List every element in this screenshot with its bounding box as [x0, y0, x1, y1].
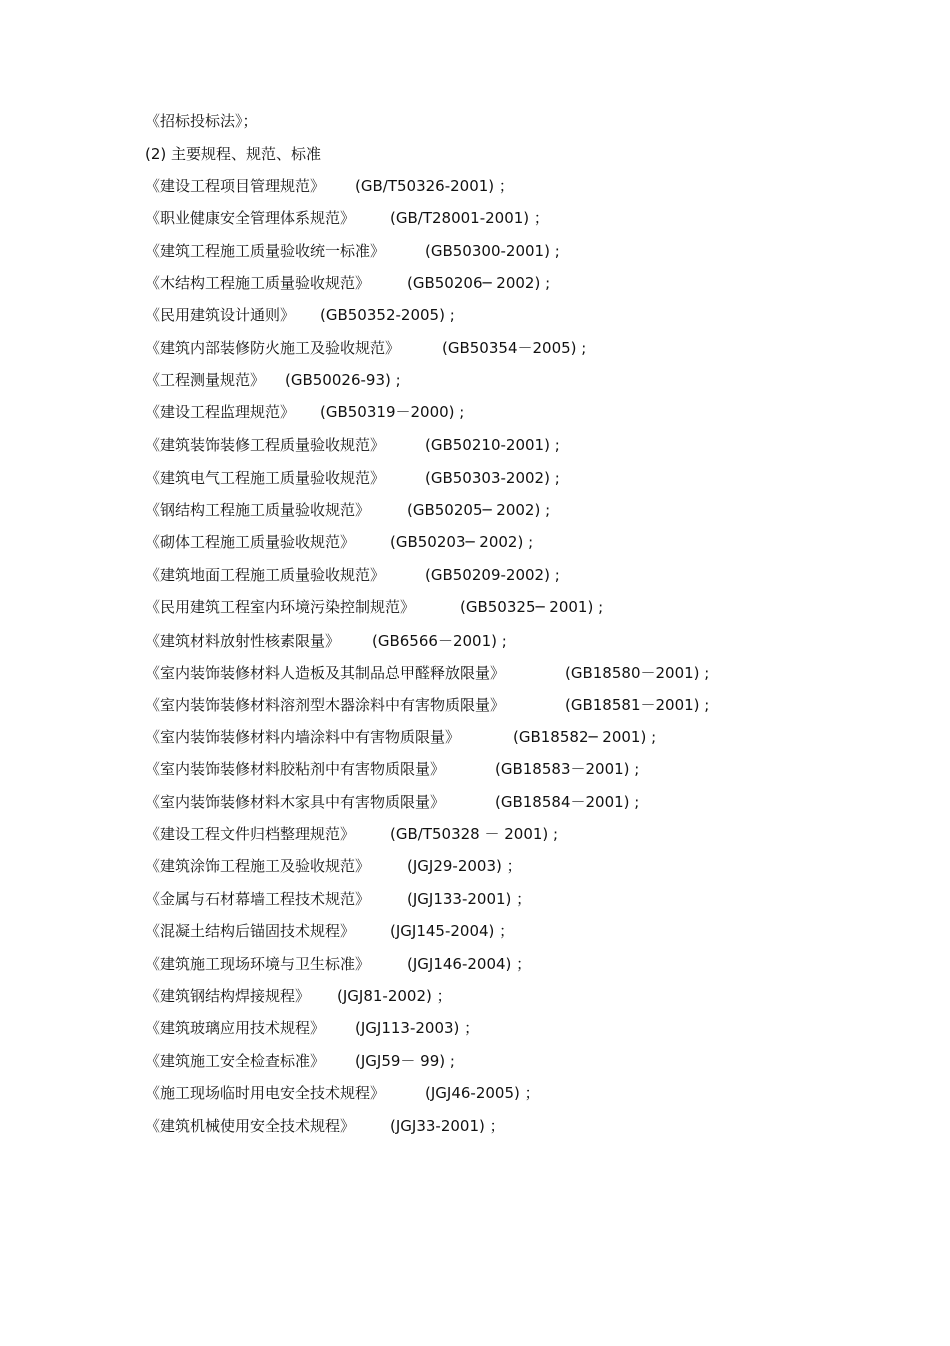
standard-code: (GB18580－2001) ; [565, 664, 710, 682]
standard-title: 《民用建筑工程室内环境污染控制规范》 [145, 598, 416, 616]
standard-title: 《建筑电气工程施工质量验收规范》 [145, 469, 386, 487]
standard-code: (GB18584－2001) ; [495, 793, 640, 811]
standard-code: (GB50325─ 2001) ; [460, 598, 604, 616]
standard-code: (GB18582─ 2001) ; [513, 728, 657, 746]
standard-title: 《室内装饰装修材料木家具中有害物质限量》 [145, 793, 446, 811]
standard-item [145, 919, 515, 943]
standard-code: (JGJ145-2004) ； [390, 922, 515, 940]
standard-code: (JGJ81-2002) ； [337, 987, 452, 1005]
standard-title: 《建筑工程施工质量验收统一标准》 [145, 242, 386, 260]
standard-code: (GB50203─ 2002) ; [390, 533, 534, 551]
standard-title: 《建筑内部装修防火施工及验收规范》 [145, 339, 401, 357]
standard-item [145, 336, 587, 360]
standard-title: 《建筑地面工程施工质量验收规范》 [145, 566, 386, 584]
standard-item [145, 206, 549, 230]
standard-title: 《建筑施工安全检查标准》 [145, 1052, 326, 1070]
standard-item [145, 271, 551, 295]
standard-item [145, 629, 507, 653]
standard-title: 《室内装饰装修材料溶剂型木器涂料中有害物质限量》 [145, 696, 506, 714]
standard-title: 《职业健康安全管理体系规范》 [145, 209, 356, 227]
standard-code: (GB6566－2001) ; [372, 632, 507, 650]
standard-code: (GB50209-2002) ; [425, 566, 560, 584]
standard-item [145, 822, 559, 846]
standard-title: 《木结构工程施工质量验收规范》 [145, 274, 371, 292]
standard-code: (GB50319－2000) ; [320, 403, 465, 421]
standard-code: (GB50303-2002) ; [425, 469, 560, 487]
standard-title: 《室内装饰装修材料胶粘剂中有害物质限量》 [145, 760, 446, 778]
standard-code: (GB/T50326-2001) ； [355, 177, 514, 195]
standard-item [145, 303, 455, 327]
standard-item [145, 854, 522, 878]
standard-title: 《钢结构工程施工质量验收规范》 [145, 501, 371, 519]
standard-title: 《建筑材料放射性核素限量》 [145, 632, 341, 650]
standard-item [145, 1114, 505, 1138]
standard-item [145, 174, 514, 198]
standard-title: 《建筑钢结构焊接规程》 [145, 987, 311, 1005]
standard-item [145, 661, 710, 685]
standard-code: (GB50300-2001) ; [425, 242, 560, 260]
standard-code: (JGJ59－ 99) ; [355, 1052, 455, 1070]
standard-title: 《混凝土结构后锚固技术规程》 [145, 922, 356, 940]
standard-title: 《建设工程文件归档整理规范》 [145, 825, 356, 843]
standard-code: (JGJ29-2003) ； [407, 857, 522, 875]
standard-title: 《建筑施工现场环境与卫生标准》 [145, 955, 371, 973]
standard-item [145, 433, 560, 457]
standard-code: (GB50205─ 2002) ; [407, 501, 551, 519]
standard-item [145, 1049, 455, 1073]
standard-code: (JGJ113-2003) ； [355, 1019, 480, 1037]
standard-code: (GB50354－2005) ; [442, 339, 587, 357]
standard-title: 《建设工程监理规范》 [145, 403, 296, 421]
standard-title: 《室内装饰装修材料内墙涂料中有害物质限量》 [145, 728, 461, 746]
standard-item [145, 725, 657, 749]
standard-code: (GB50352-2005) ; [320, 306, 455, 324]
standard-code: (JGJ133-2001) ； [407, 890, 532, 908]
standard-title: 《建筑装饰装修工程质量验收规范》 [145, 436, 386, 454]
standard-title: 《民用建筑设计通则》 [145, 306, 296, 324]
standard-code: (GB50206─ 2002) ; [407, 274, 551, 292]
standard-title: 《金属与石材幕墙工程技术规范》 [145, 890, 371, 908]
intro-line: 《招标投标法》； [145, 112, 258, 130]
standard-title: 《砌体工程施工质量验收规范》 [145, 533, 356, 551]
standard-item [145, 1016, 480, 1040]
standard-item [145, 952, 532, 976]
section-heading: (2) 主要规程、规范、标准 [145, 145, 322, 163]
standard-item [145, 693, 710, 717]
standard-title: 《工程测量规范》 [145, 371, 266, 389]
standard-item [145, 368, 401, 392]
standard-code: (GB50210-2001) ; [425, 436, 560, 454]
standard-code: (GB50026-93) ; [285, 371, 401, 389]
standard-item [145, 595, 604, 619]
standard-title: 《建设工程项目管理规范》 [145, 177, 326, 195]
standard-item [145, 466, 560, 490]
standard-title: 《建筑机械使用安全技术规程》 [145, 1117, 356, 1135]
standard-code: (JGJ33-2001) ； [390, 1117, 505, 1135]
standard-title: 《室内装饰装修材料人造板及其制品总甲醛释放限量》 [145, 664, 506, 682]
standard-item [145, 984, 452, 1008]
standard-item [145, 757, 640, 781]
standard-code: (GB/T28001-2001) ； [390, 209, 549, 227]
standard-item [145, 563, 560, 587]
standard-code: (GB18583－2001) ; [495, 760, 640, 778]
standard-title: 《施工现场临时用电安全技术规程》 [145, 1084, 386, 1102]
standard-title: 《建筑玻璃应用技术规程》 [145, 1019, 326, 1037]
standard-item [145, 400, 465, 424]
standard-item [145, 239, 560, 263]
standard-title: 《建筑涂饰工程施工及验收规范》 [145, 857, 371, 875]
standard-code: (GB/T50328 － 2001) ; [390, 825, 559, 843]
standard-item [145, 1081, 540, 1105]
standard-code: (JGJ146-2004) ； [407, 955, 532, 973]
standard-code: (GB18581－2001) ; [565, 696, 710, 714]
standard-item [145, 498, 551, 522]
standard-item [145, 530, 534, 554]
standard-item [145, 887, 532, 911]
standard-item [145, 790, 640, 814]
standard-code: (JGJ46-2005) ； [425, 1084, 540, 1102]
